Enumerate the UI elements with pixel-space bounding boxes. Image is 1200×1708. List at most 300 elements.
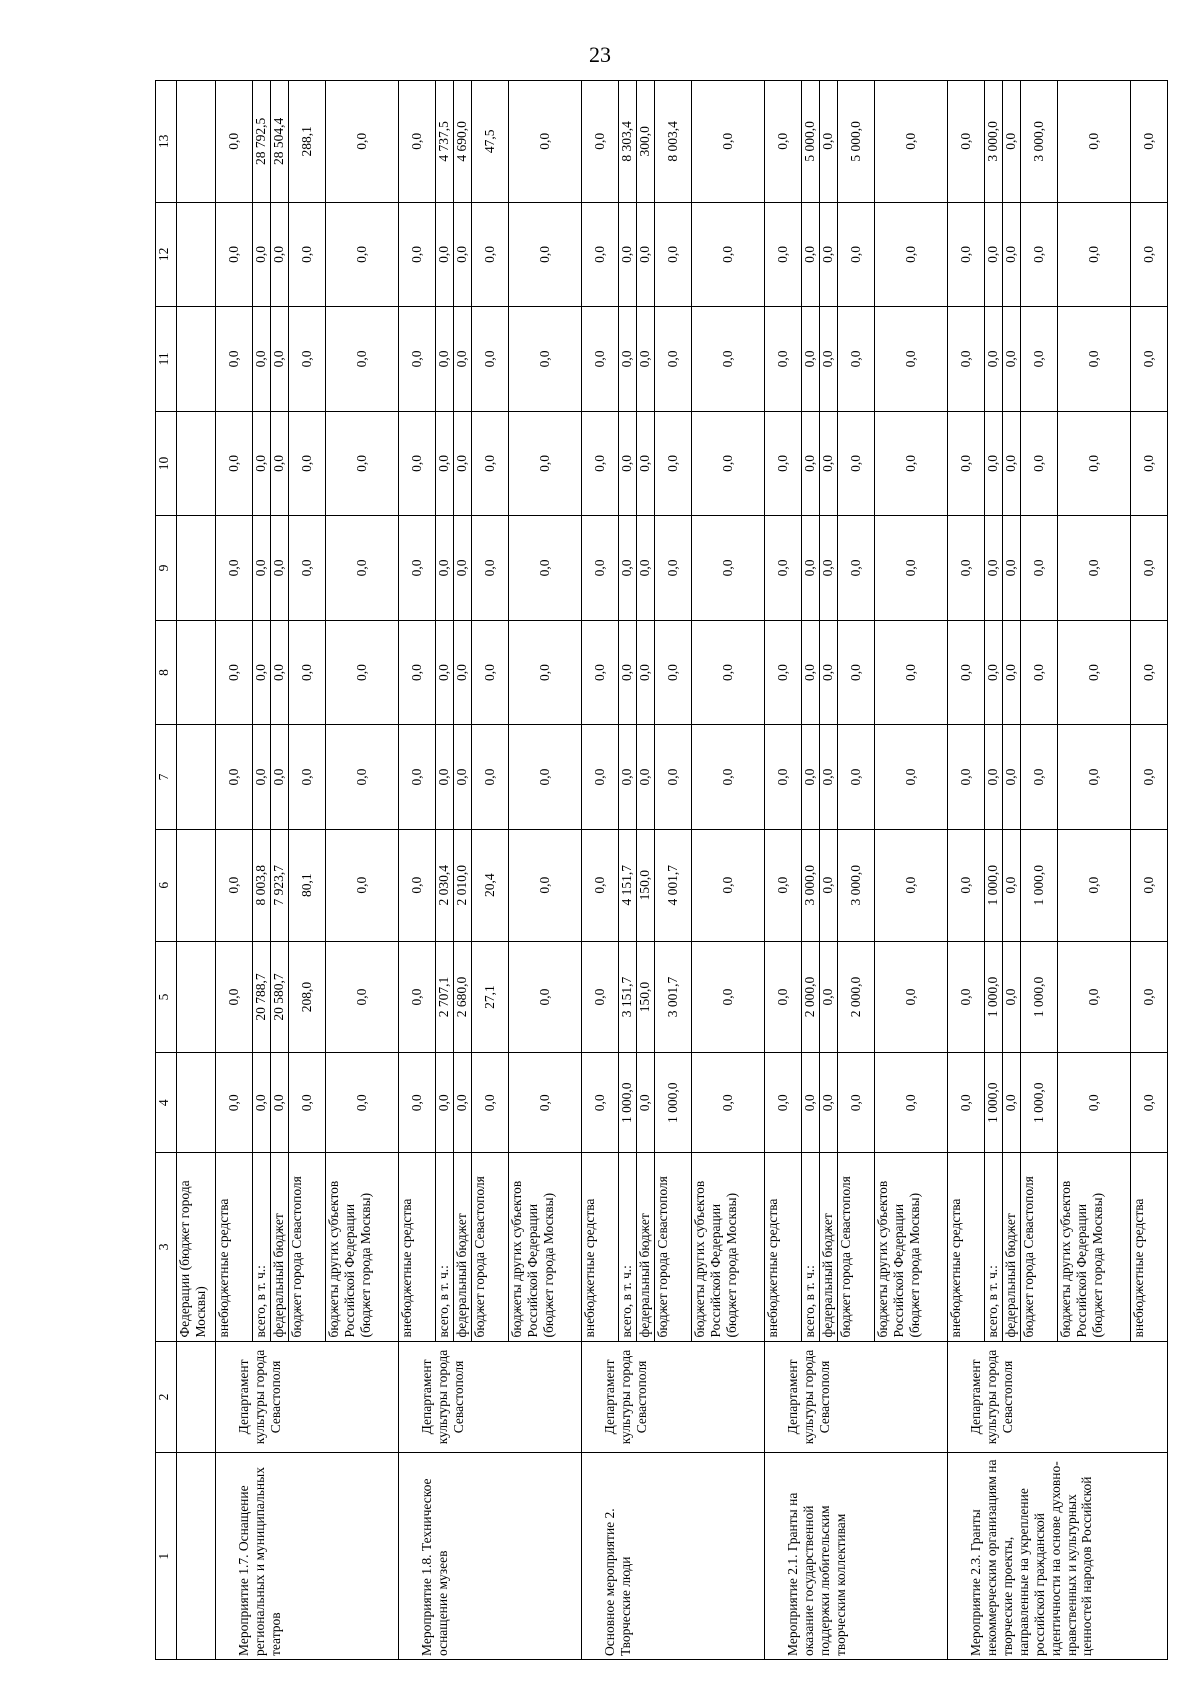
value-cell: 0,0 bbox=[948, 942, 985, 1053]
value-cell: 0,0 bbox=[472, 307, 509, 411]
funding-source-label: федеральный бюджет bbox=[271, 1153, 289, 1340]
value-cell: 0,0 bbox=[1003, 412, 1021, 516]
value-cell: 0,0 bbox=[903, 876, 919, 894]
value-cell: 0,0 bbox=[765, 203, 802, 307]
value-cell: 0,0 bbox=[289, 725, 326, 829]
value-cell: 0,0 bbox=[948, 830, 985, 941]
value-cell: 0,0 bbox=[216, 942, 253, 1053]
value-cell: 0,0 bbox=[1003, 725, 1021, 829]
value-cell: 0,0 bbox=[537, 245, 553, 263]
rotated-table-area bbox=[155, 80, 1155, 1660]
value-cell: 0,0 bbox=[216, 81, 253, 202]
value-cell: 0,0 bbox=[802, 203, 820, 307]
value-cell: 0,0 bbox=[1021, 516, 1058, 620]
value-column-4 bbox=[216, 1053, 399, 1153]
funding-source-label: всего, в т. ч.: bbox=[436, 1153, 454, 1340]
value-cell: 0,0 bbox=[537, 988, 553, 1006]
value-cell: 0,0 bbox=[820, 203, 838, 307]
value-cell: 20 580,7 bbox=[271, 942, 289, 1053]
funding-sources bbox=[216, 1153, 399, 1341]
value-cell: 0,0 bbox=[436, 203, 454, 307]
value-cell: 0,0 bbox=[1021, 725, 1058, 829]
value-cell: 0,0 bbox=[802, 725, 820, 829]
value-cell: 0,0 bbox=[948, 621, 985, 725]
value-cell: 3 000,0 bbox=[1021, 81, 1058, 202]
funding-sources bbox=[765, 1153, 948, 1341]
funding-source-label: федеральный бюджет bbox=[1003, 1153, 1021, 1340]
value-cell: 0,0 bbox=[289, 203, 326, 307]
column-number-1: 1 bbox=[156, 1453, 177, 1660]
value-column-10 bbox=[948, 411, 1168, 516]
value-cell: 1 000,0 bbox=[985, 830, 1003, 941]
value-cell: 0,0 bbox=[948, 81, 985, 202]
value-cell: 0,0 bbox=[903, 559, 919, 577]
value-cell: 0,0 bbox=[720, 455, 736, 472]
value-cell: 0,0 bbox=[354, 455, 370, 472]
value-cell: 0,0 bbox=[820, 942, 838, 1053]
value-cell: 0,0 bbox=[472, 621, 509, 725]
value-cell: 0,0 bbox=[903, 245, 919, 263]
column-number-8: 8 bbox=[156, 620, 177, 725]
value-column-13 bbox=[765, 81, 948, 203]
funding-source-label: всего, в т. ч.: bbox=[802, 1153, 820, 1340]
value-column-11 bbox=[765, 307, 948, 412]
value-cell: 0,0 bbox=[637, 516, 655, 620]
value-cell: 1 000,0 bbox=[655, 1053, 692, 1152]
value-cell: 0,0 bbox=[1141, 876, 1157, 894]
value-cell: 0,0 bbox=[289, 516, 326, 620]
activity-name: Мероприятие 2.3. Гранты некоммерческим организациям на творческие проекты, направленные на укрепление российской гражданской идентичности на основе духовно-нравственных и культурных ценностей народов Российской bbox=[948, 1453, 1168, 1660]
continuation-row bbox=[177, 81, 216, 1660]
value-cell: 0,0 bbox=[582, 81, 619, 202]
value-cell: 2 680,0 bbox=[454, 942, 472, 1053]
value-cell: 20,4 bbox=[472, 830, 509, 941]
value-cell: 0,0 bbox=[253, 516, 271, 620]
funding-source-label: внебюджетные средства bbox=[765, 1153, 802, 1340]
value-cell: 0,0 bbox=[1141, 664, 1157, 681]
value-cell: 5 000,0 bbox=[802, 81, 820, 202]
funding-source-label: федеральный бюджет bbox=[820, 1153, 838, 1340]
activity-executor: Департамент культуры города Севастополя bbox=[765, 1341, 948, 1453]
value-cell: 0,0 bbox=[582, 203, 619, 307]
value-cell: 208,0 bbox=[289, 942, 326, 1053]
value-cell: 0,0 bbox=[820, 81, 838, 202]
value-cell: 4 001,7 bbox=[655, 830, 692, 941]
value-cell: 0,0 bbox=[472, 725, 509, 829]
funding-source-label: бюджеты других субъектов Российской Федерации (бюджет города Москвы) bbox=[875, 1180, 922, 1338]
value-cell: 0,0 bbox=[637, 307, 655, 411]
value-cell: 0,0 bbox=[655, 516, 692, 620]
value-cell: 0,0 bbox=[720, 245, 736, 263]
value-cell: 0,0 bbox=[655, 412, 692, 516]
column-number-9: 9 bbox=[156, 516, 177, 621]
value-cell: 80,1 bbox=[289, 830, 326, 941]
value-column-11 bbox=[216, 307, 399, 412]
value-cell: 0,0 bbox=[1058, 307, 1131, 411]
value-cell: 0,0 bbox=[354, 664, 370, 681]
value-cell: 0,0 bbox=[271, 621, 289, 725]
value-cell: 0,0 bbox=[948, 725, 985, 829]
value-cell: 0,0 bbox=[582, 412, 619, 516]
value-cell: 2 000,0 bbox=[838, 942, 875, 1053]
value-column-9 bbox=[582, 516, 765, 621]
value-cell: 0,0 bbox=[820, 307, 838, 411]
value-cell: 0,0 bbox=[253, 621, 271, 725]
value-cell: 0,0 bbox=[399, 725, 436, 829]
value-cell: 0,0 bbox=[253, 1053, 271, 1152]
value-cell: 0,0 bbox=[582, 621, 619, 725]
column-number-2: 2 bbox=[156, 1341, 177, 1453]
value-cell: 2 707,1 bbox=[436, 942, 454, 1053]
funding-source-label: бюджеты других субъектов Российской Федерации (бюджет города Москвы) bbox=[509, 1180, 556, 1338]
value-cell: 28 504,4 bbox=[271, 81, 289, 202]
value-cell: 0,0 bbox=[765, 412, 802, 516]
value-cell: 0,0 bbox=[1141, 455, 1157, 472]
value-cell: 0,0 bbox=[802, 412, 820, 516]
funding-source-label: внебюджетные средства bbox=[948, 1153, 985, 1340]
value-cell: 0,0 bbox=[354, 559, 370, 577]
value-cell: 0,0 bbox=[216, 830, 253, 941]
value-cell: 0,0 bbox=[765, 307, 802, 411]
value-cell: 0,0 bbox=[802, 307, 820, 411]
value-cell: 0,0 bbox=[354, 350, 370, 368]
value-column-11 bbox=[582, 307, 765, 412]
value-cell: 0,0 bbox=[271, 307, 289, 411]
value-cell: 0,0 bbox=[903, 664, 919, 681]
value-cell: 0,0 bbox=[1141, 350, 1157, 368]
value-cell: 5 000,0 bbox=[838, 81, 875, 202]
value-cell: 0,0 bbox=[903, 768, 919, 786]
value-column-6 bbox=[216, 829, 399, 941]
value-cell: 0,0 bbox=[838, 412, 875, 516]
value-column-10 bbox=[765, 411, 948, 516]
value-column-12 bbox=[399, 202, 582, 307]
activity-block bbox=[948, 81, 1168, 1660]
value-cell: 0,0 bbox=[582, 307, 619, 411]
value-cell: 0,0 bbox=[1058, 621, 1131, 725]
value-cell: 0,0 bbox=[454, 412, 472, 516]
value-cell: 0,0 bbox=[720, 559, 736, 577]
value-cell: 3 000,0 bbox=[838, 830, 875, 941]
value-cell: 0,0 bbox=[472, 412, 509, 516]
activity-executor: Департамент культуры города Севастополя bbox=[582, 1341, 765, 1453]
value-cell: 0,0 bbox=[838, 621, 875, 725]
value-cell: 0,0 bbox=[1003, 942, 1021, 1053]
value-column-13 bbox=[399, 81, 582, 203]
value-cell: 0,0 bbox=[537, 455, 553, 472]
value-cell: 0,0 bbox=[436, 1053, 454, 1152]
value-cell: 0,0 bbox=[765, 621, 802, 725]
value-cell: 0,0 bbox=[1003, 830, 1021, 941]
value-cell: 0,0 bbox=[537, 132, 553, 150]
value-column-7 bbox=[765, 725, 948, 830]
value-cell: 0,0 bbox=[1003, 203, 1021, 307]
value-cell: 0,0 bbox=[454, 516, 472, 620]
value-cell: 0,0 bbox=[399, 81, 436, 202]
value-column-8 bbox=[948, 620, 1168, 725]
value-cell: 0,0 bbox=[948, 412, 985, 516]
value-column-9 bbox=[765, 516, 948, 621]
value-column-7 bbox=[948, 725, 1168, 830]
value-column-8 bbox=[399, 620, 582, 725]
value-cell: 20 788,7 bbox=[253, 942, 271, 1053]
value-cell: 0,0 bbox=[985, 621, 1003, 725]
value-cell: 0,0 bbox=[354, 768, 370, 786]
value-column-10 bbox=[399, 411, 582, 516]
value-cell: 0,0 bbox=[289, 307, 326, 411]
value-cell: 0,0 bbox=[436, 307, 454, 411]
value-cell: 0,0 bbox=[820, 412, 838, 516]
value-cell: 0,0 bbox=[399, 516, 436, 620]
value-cell: 28 792,5 bbox=[253, 81, 271, 202]
funding-source-label: внебюджетные средства bbox=[582, 1153, 619, 1340]
value-cell: 0,0 bbox=[802, 516, 820, 620]
value-column-6 bbox=[399, 829, 582, 941]
value-cell: 0,0 bbox=[765, 830, 802, 941]
value-cell: 2 030,4 bbox=[436, 830, 454, 941]
value-column-9 bbox=[399, 516, 582, 621]
column-number-4: 4 bbox=[156, 1053, 177, 1153]
value-cell: 0,0 bbox=[582, 830, 619, 941]
value-column-9 bbox=[948, 516, 1168, 621]
value-cell: 0,0 bbox=[655, 621, 692, 725]
value-cell: 0,0 bbox=[1003, 516, 1021, 620]
activity-block bbox=[765, 81, 948, 1660]
value-cell: 2 000,0 bbox=[802, 942, 820, 1053]
value-cell: 0,0 bbox=[582, 516, 619, 620]
value-cell: 0,0 bbox=[619, 725, 637, 829]
activity-name: Мероприятие 1.7. Оснащение региональных и муниципальных театров bbox=[216, 1453, 399, 1660]
value-cell: 0,0 bbox=[436, 725, 454, 829]
funding-source-label: бюджеты других субъектов Российской Федерации (бюджет города Москвы) bbox=[692, 1180, 739, 1338]
value-column-4 bbox=[948, 1053, 1168, 1153]
value-cell: 0,0 bbox=[1058, 830, 1131, 941]
value-column-13 bbox=[216, 81, 399, 203]
value-cell: 0,0 bbox=[1003, 81, 1021, 202]
value-cell: 0,0 bbox=[619, 203, 637, 307]
funding-sources bbox=[582, 1153, 765, 1341]
value-cell: 0,0 bbox=[216, 621, 253, 725]
value-cell: 0,0 bbox=[720, 664, 736, 681]
value-cell: 0,0 bbox=[472, 1053, 509, 1152]
value-cell: 0,0 bbox=[216, 203, 253, 307]
value-cell: 0,0 bbox=[765, 942, 802, 1053]
value-column-9 bbox=[216, 516, 399, 621]
funding-source-label: внебюджетные средства bbox=[1131, 1198, 1146, 1338]
value-cell: 0,0 bbox=[948, 203, 985, 307]
value-cell: 0,0 bbox=[271, 725, 289, 829]
value-cell: 8 003,8 bbox=[253, 830, 271, 941]
value-cell: 0,0 bbox=[1141, 132, 1157, 150]
value-cell: 0,0 bbox=[271, 203, 289, 307]
funding-sources bbox=[399, 1153, 582, 1341]
value-cell: 0,0 bbox=[454, 203, 472, 307]
value-cell: 0,0 bbox=[472, 516, 509, 620]
column-number-10: 10 bbox=[156, 411, 177, 516]
value-cell: 288,1 bbox=[289, 81, 326, 202]
value-cell: 0,0 bbox=[1021, 203, 1058, 307]
continuation-source-label: Федерации (бюджет города Москвы) bbox=[177, 1153, 216, 1341]
value-cell: 0,0 bbox=[537, 559, 553, 577]
value-cell: 0,0 bbox=[720, 132, 736, 150]
value-cell: 0,0 bbox=[537, 664, 553, 681]
value-cell: 0,0 bbox=[637, 725, 655, 829]
value-cell: 0,0 bbox=[271, 412, 289, 516]
value-cell: 0,0 bbox=[765, 81, 802, 202]
value-cell: 0,0 bbox=[838, 1053, 875, 1152]
value-cell: 0,0 bbox=[765, 516, 802, 620]
value-cell: 0,0 bbox=[802, 621, 820, 725]
value-cell: 1 000,0 bbox=[1021, 942, 1058, 1053]
value-cell: 0,0 bbox=[655, 307, 692, 411]
value-cell: 0,0 bbox=[1058, 725, 1131, 829]
value-cell: 0,0 bbox=[582, 1053, 619, 1152]
value-cell: 0,0 bbox=[1141, 245, 1157, 263]
value-column-13 bbox=[948, 81, 1168, 203]
value-cell: 0,0 bbox=[454, 307, 472, 411]
value-cell: 0,0 bbox=[399, 621, 436, 725]
value-cell: 0,0 bbox=[985, 203, 1003, 307]
value-cell: 0,0 bbox=[619, 516, 637, 620]
page-number: 23 bbox=[589, 42, 611, 67]
activity-executor: Департамент культуры города Севастополя bbox=[948, 1341, 1168, 1453]
funding-source-label: бюджеты других субъектов Российской Федерации (бюджет города Москвы) bbox=[326, 1180, 373, 1338]
value-cell: 0,0 bbox=[436, 516, 454, 620]
value-cell: 0,0 bbox=[619, 412, 637, 516]
value-cell: 0,0 bbox=[985, 516, 1003, 620]
value-cell: 3 000,0 bbox=[802, 830, 820, 941]
value-cell: 0,0 bbox=[903, 988, 919, 1006]
value-cell: 0,0 bbox=[354, 988, 370, 1006]
value-cell: 0,0 bbox=[985, 412, 1003, 516]
value-column-12 bbox=[765, 202, 948, 307]
value-cell: 0,0 bbox=[354, 1094, 370, 1112]
value-cell: 0,0 bbox=[802, 1053, 820, 1152]
value-cell: 7 923,7 bbox=[271, 830, 289, 941]
value-cell: 0,0 bbox=[399, 412, 436, 516]
funding-source-label: всего, в т. ч.: bbox=[985, 1153, 1003, 1340]
value-column-10 bbox=[582, 411, 765, 516]
funding-source-label: бюджеты других субъектов Российской Федерации (бюджет города Москвы) bbox=[1058, 1153, 1131, 1340]
activity-block bbox=[399, 81, 582, 1660]
value-cell: 150,0 bbox=[637, 942, 655, 1053]
value-column-5 bbox=[399, 941, 582, 1053]
value-cell: 0,0 bbox=[1003, 1053, 1021, 1152]
value-cell: 0,0 bbox=[454, 725, 472, 829]
value-cell: 47,5 bbox=[472, 81, 509, 202]
value-cell: 2 010,0 bbox=[454, 830, 472, 941]
value-column-5 bbox=[582, 941, 765, 1053]
value-cell: 0,0 bbox=[289, 621, 326, 725]
value-cell: 0,0 bbox=[271, 1053, 289, 1152]
value-cell: 0,0 bbox=[1021, 621, 1058, 725]
value-cell: 0,0 bbox=[1058, 203, 1131, 307]
value-cell: 0,0 bbox=[1021, 412, 1058, 516]
value-cell: 0,0 bbox=[436, 621, 454, 725]
value-cell: 0,0 bbox=[619, 621, 637, 725]
value-cell: 0,0 bbox=[637, 203, 655, 307]
value-column-12 bbox=[582, 202, 765, 307]
value-cell: 0,0 bbox=[454, 621, 472, 725]
value-cell: 0,0 bbox=[985, 725, 1003, 829]
value-column-11 bbox=[399, 307, 582, 412]
value-cell: 0,0 bbox=[1141, 768, 1157, 786]
value-column-5 bbox=[216, 941, 399, 1053]
value-cell: 1 000,0 bbox=[985, 1053, 1003, 1152]
activity-name: Мероприятие 1.8. Техническое оснащение музеев bbox=[399, 1453, 582, 1660]
value-cell: 0,0 bbox=[216, 725, 253, 829]
value-cell: 0,0 bbox=[637, 412, 655, 516]
value-column-12 bbox=[948, 202, 1168, 307]
value-cell: 0,0 bbox=[655, 725, 692, 829]
value-cell: 0,0 bbox=[1141, 988, 1157, 1006]
value-cell: 0,0 bbox=[1058, 516, 1131, 620]
column-number-5: 5 bbox=[156, 941, 177, 1053]
value-cell: 0,0 bbox=[1058, 412, 1131, 516]
value-cell: 0,0 bbox=[1058, 1053, 1131, 1152]
value-cell: 0,0 bbox=[903, 132, 919, 150]
value-column-4 bbox=[399, 1053, 582, 1153]
value-cell: 1 000,0 bbox=[1021, 1053, 1058, 1152]
value-cell: 27,1 bbox=[472, 942, 509, 1053]
value-cell: 0,0 bbox=[537, 1094, 553, 1112]
value-cell: 0,0 bbox=[720, 876, 736, 894]
value-cell: 0,0 bbox=[289, 1053, 326, 1152]
value-cell: 0,0 bbox=[948, 307, 985, 411]
activity-name: Мероприятие 2.1. Гранты на оказание государственной поддержки любительским творческим коллективам bbox=[765, 1453, 948, 1660]
value-cell: 0,0 bbox=[838, 516, 875, 620]
value-cell: 0,0 bbox=[655, 203, 692, 307]
value-cell: 0,0 bbox=[820, 516, 838, 620]
value-cell: 0,0 bbox=[720, 1094, 736, 1112]
value-cell: 0,0 bbox=[216, 1053, 253, 1152]
value-cell: 1 000,0 bbox=[985, 942, 1003, 1053]
funding-source-label: бюджет города Севастополя bbox=[472, 1153, 509, 1340]
value-column-4 bbox=[582, 1053, 765, 1153]
value-cell: 0,0 bbox=[354, 132, 370, 150]
value-cell: 0,0 bbox=[399, 203, 436, 307]
budget-table bbox=[155, 80, 1168, 1660]
value-column-12 bbox=[216, 202, 399, 307]
value-cell: 150,0 bbox=[637, 830, 655, 941]
value-column-6 bbox=[582, 829, 765, 941]
value-column-7 bbox=[216, 725, 399, 830]
value-cell: 0,0 bbox=[1021, 307, 1058, 411]
value-cell: 0,0 bbox=[765, 1053, 802, 1152]
funding-source-label: всего, в т. ч.: bbox=[253, 1153, 271, 1340]
value-cell: 0,0 bbox=[838, 725, 875, 829]
value-cell: 0,0 bbox=[253, 203, 271, 307]
value-cell: 0,0 bbox=[454, 1053, 472, 1152]
value-cell: 0,0 bbox=[537, 768, 553, 786]
activity-block bbox=[216, 81, 399, 1660]
column-number-13: 13 bbox=[156, 81, 177, 203]
value-cell: 3 000,0 bbox=[985, 81, 1003, 202]
value-cell: 0,0 bbox=[253, 412, 271, 516]
funding-source-label: бюджет города Севастополя bbox=[289, 1153, 326, 1340]
value-cell: 0,0 bbox=[399, 942, 436, 1053]
activity-executor: Департамент культуры города Севастополя bbox=[216, 1341, 399, 1453]
value-cell: 4 690,0 bbox=[454, 81, 472, 202]
value-cell: 0,0 bbox=[1141, 1094, 1157, 1112]
value-column-7 bbox=[582, 725, 765, 830]
value-cell: 0,0 bbox=[216, 516, 253, 620]
value-cell: 0,0 bbox=[582, 942, 619, 1053]
column-number-row bbox=[156, 81, 177, 1660]
value-cell: 0,0 bbox=[637, 621, 655, 725]
value-cell: 0,0 bbox=[1141, 559, 1157, 577]
value-cell: 0,0 bbox=[765, 725, 802, 829]
